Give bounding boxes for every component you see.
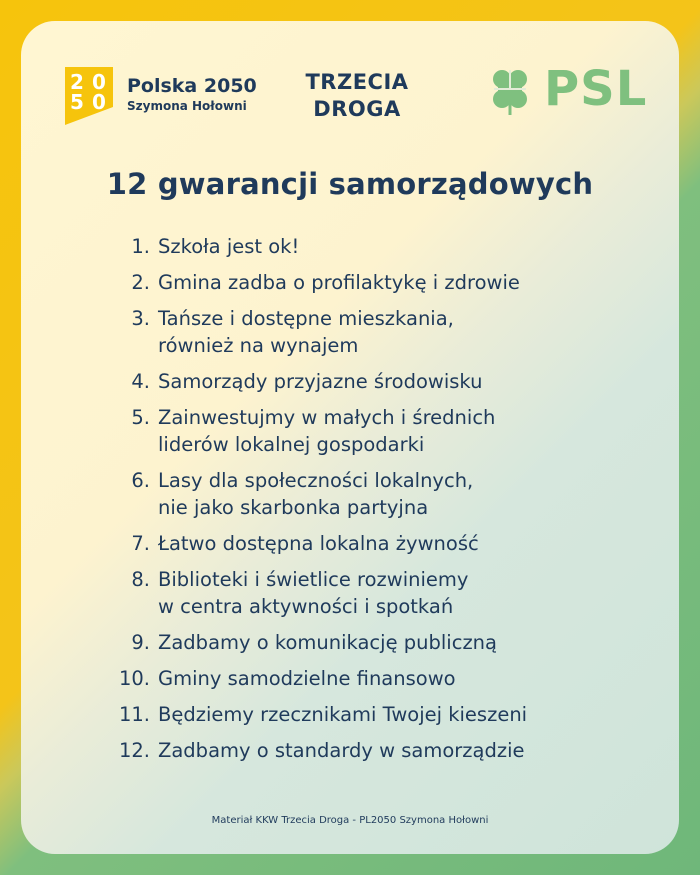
- list-item-text: Będziemy rzecznikami Twojej kieszeni: [158, 703, 528, 726]
- polska-2050-brand: [127, 75, 257, 114]
- list-item-text: Lasy dla społeczności lokalnych, nie jako skarbonka partyjna: [158, 469, 474, 519]
- logo-digit: 0: [92, 70, 106, 94]
- list-item-text: Łatwo dostępna lokalna żywność: [158, 532, 479, 555]
- list-item-number: 4.: [131, 370, 150, 393]
- poster-card: [21, 21, 679, 854]
- logo-digit: 2: [70, 70, 84, 94]
- list-item-text: Gmina zadba o profilaktykę i zdrowie: [158, 271, 520, 294]
- footer-note: Materiał KKW Trzecia Droga - PL2050 Szymona Hołowni: [211, 815, 489, 826]
- list-item-number: 12.: [118, 739, 150, 762]
- list-item: [101, 467, 661, 521]
- list-item: [101, 233, 661, 260]
- list-item-text: Tańsze i dostępne mieszkania, również na wynajem: [158, 307, 454, 357]
- logo-digit: 5: [70, 90, 84, 114]
- psl-logo-text: PSL: [544, 61, 648, 117]
- list-item: [101, 368, 661, 395]
- polska-2050-title: Polska 2050: [127, 75, 257, 97]
- list-item: [101, 404, 661, 458]
- list-item: [101, 566, 661, 620]
- guarantees-list: [101, 233, 661, 773]
- list-item-text: Zainwestujmy w małych i średnich liderów lokalnej gospodarki: [158, 406, 496, 456]
- list-item: [101, 269, 661, 296]
- list-item-number: 5.: [131, 406, 150, 429]
- list-item-number: 1.: [131, 235, 150, 258]
- clover-icon: [485, 66, 535, 116]
- list-item-number: 2.: [131, 271, 150, 294]
- list-item-number: 7.: [131, 532, 150, 555]
- list-item: [101, 737, 661, 764]
- list-item: [101, 701, 661, 728]
- page-title: 12 gwarancji samorządowych: [106, 167, 594, 201]
- list-item-text: Biblioteki i świetlice rozwiniemy w centra aktywności i spotkań: [158, 568, 469, 618]
- list-item: [101, 665, 661, 692]
- polska-2050-logo-icon: [65, 67, 113, 125]
- list-item: [101, 629, 661, 656]
- list-item: [101, 530, 661, 557]
- list-item-text: Gminy samodzielne finansowo: [158, 667, 456, 690]
- list-item-number: 6.: [131, 469, 150, 492]
- list-item-text: Szkoła jest ok!: [158, 235, 300, 258]
- trzecia-droga-brand: [297, 69, 417, 123]
- list-item: [101, 305, 661, 359]
- list-item-text: Zadbamy o standardy w samorządzie: [158, 739, 525, 762]
- list-item-number: 11.: [118, 703, 150, 726]
- trzecia-droga-line2: DROGA: [313, 97, 401, 121]
- polska-2050-subtitle: Szymona Hołowni: [127, 99, 247, 113]
- psl-brand: [485, 61, 648, 119]
- list-item-number: 8.: [131, 568, 150, 591]
- logo-digit: 0: [92, 90, 106, 114]
- list-item-number: 9.: [131, 631, 150, 654]
- list-item-number: 10.: [118, 667, 150, 690]
- trzecia-droga-line1: TRZECIA: [305, 70, 409, 94]
- list-item-number: 3.: [131, 307, 150, 330]
- list-item-text: Zadbamy o komunikację publiczną: [158, 631, 497, 654]
- list-item-text: Samorządy przyjazne środowisku: [158, 370, 483, 393]
